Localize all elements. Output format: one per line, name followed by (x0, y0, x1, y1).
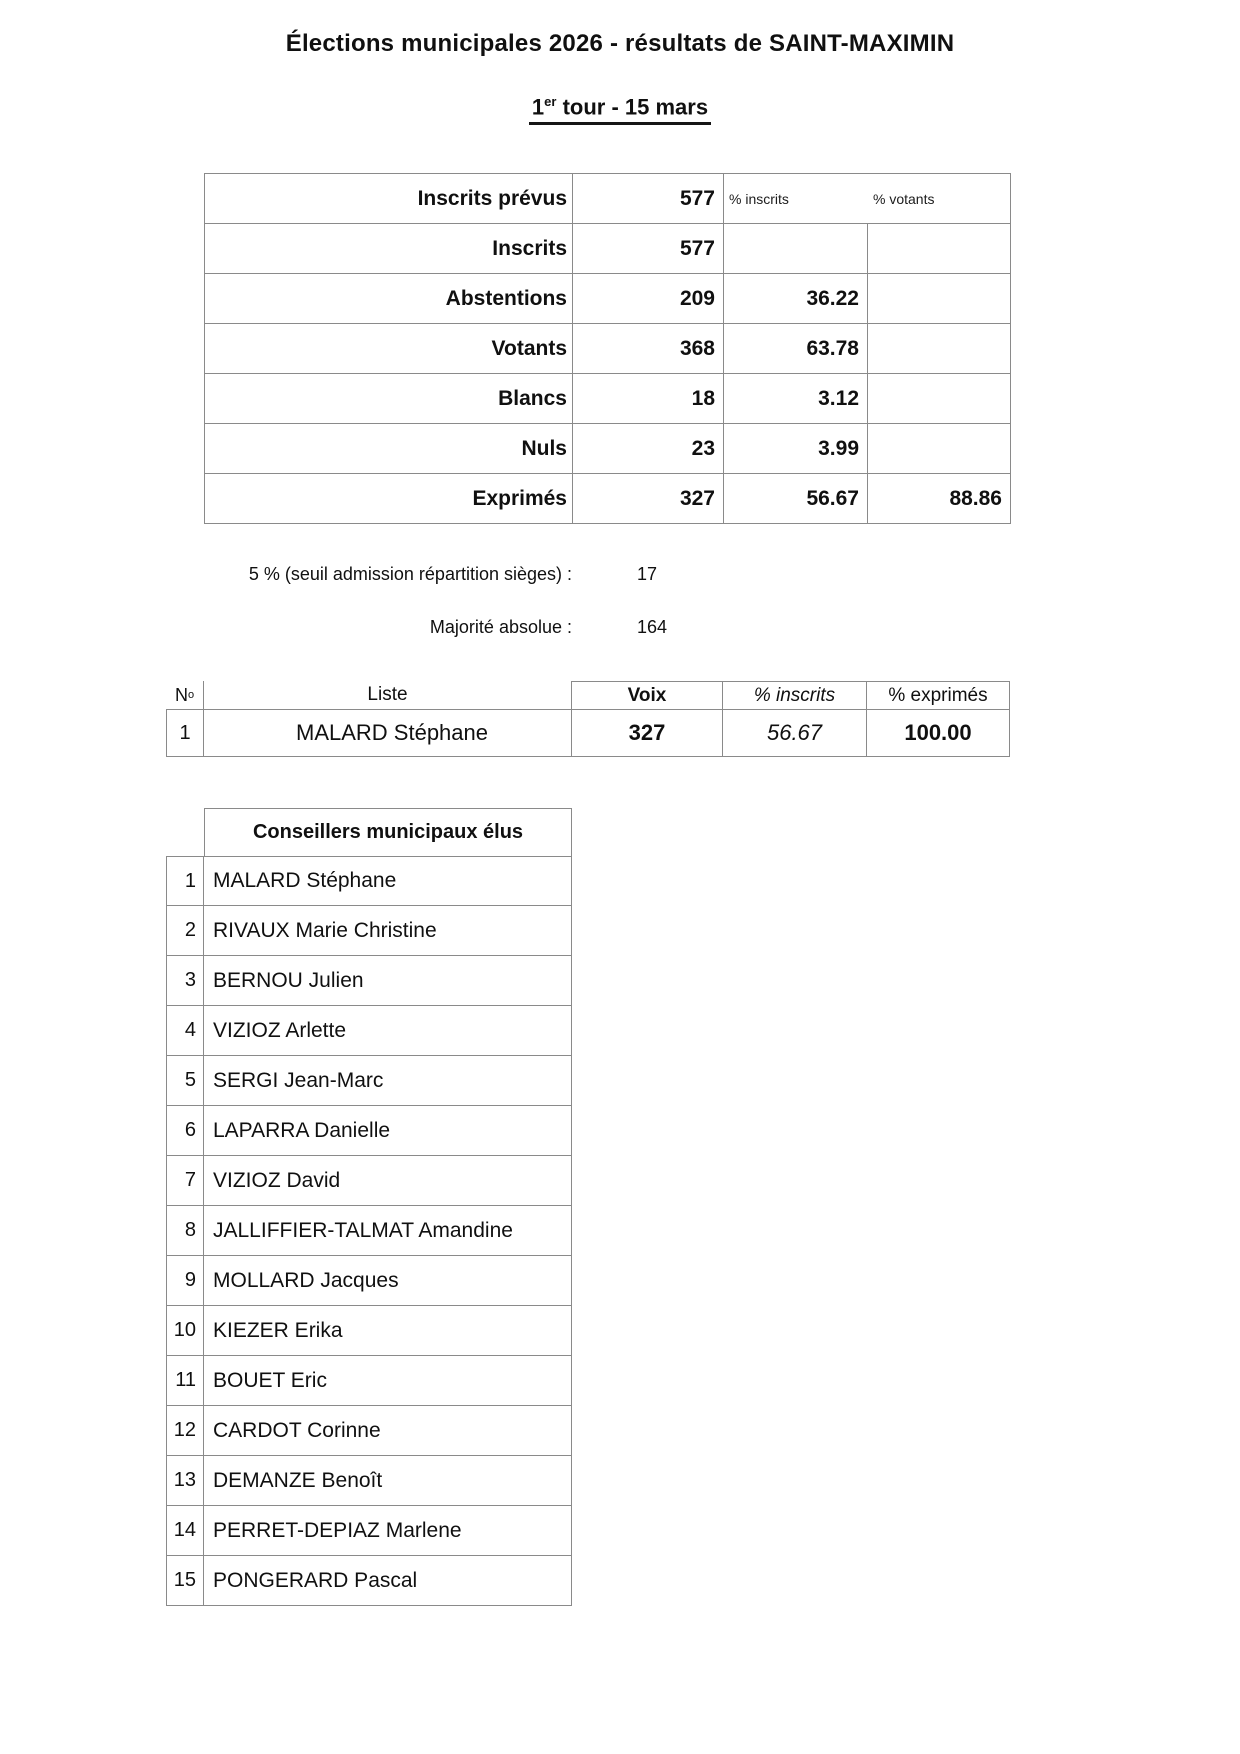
stat-pct-votants-votants (868, 324, 1011, 374)
round-ordinal-suffix: er (544, 94, 557, 109)
liste-row-pct-inscrits: 56.67 (723, 710, 867, 757)
conseiller-num: 7 (166, 1156, 204, 1206)
stat-label-blancs: Blancs (205, 374, 573, 424)
seuil-label: 5 % (seuil admission répartition sièges) : (248, 564, 572, 584)
conseiller-name: SERGI Jean-Marc (204, 1056, 572, 1106)
stat-pct-votants-exprimes: 88.86 (868, 474, 1011, 524)
conseiller-num: 14 (166, 1506, 204, 1556)
stat-pct-votants-abstentions (868, 274, 1011, 324)
liste-row-name: MALARD Stéphane (204, 710, 572, 757)
conseiller-name: JALLIFFIER-TALMAT Amandine (204, 1206, 572, 1256)
conseiller-num: 3 (166, 956, 204, 1006)
conseiller-num: 9 (166, 1256, 204, 1306)
conseiller-num: 12 (166, 1406, 204, 1456)
liste-header-pct-inscrits: % inscrits (723, 681, 867, 710)
stat-pct-votants-nuls (868, 424, 1011, 474)
conseiller-name: LAPARRA Danielle (204, 1106, 572, 1156)
stat-label-votants: Votants (205, 324, 573, 374)
conseiller-num: 15 (166, 1556, 204, 1606)
liste-header-voix: Voix (572, 681, 723, 710)
conseiller-num: 1 (166, 856, 204, 906)
conseiller-name: VIZIOZ David (204, 1156, 572, 1206)
stat-pct-inscrits-empty (724, 224, 868, 274)
liste-row-pct-exprimes: 100.00 (867, 710, 1010, 757)
stat-label-nuls: Nuls (205, 424, 573, 474)
conseillers-table (166, 856, 572, 1606)
conseillers-table-header: Conseillers municipaux élus (204, 808, 572, 856)
liste-header-liste: Liste (204, 681, 572, 710)
participation-summary-table (204, 173, 1011, 524)
round-number: 1 (531, 94, 545, 120)
majorite-value: 164 (637, 617, 668, 637)
column-header-pct-inscrits: % inscrits (724, 174, 868, 224)
stat-pct-inscrits-exprimes: 56.67 (724, 474, 868, 524)
stat-value-votants: 368 (573, 324, 724, 374)
stat-value-inscrits: 577 (573, 224, 724, 274)
conseiller-name: MALARD Stéphane (204, 856, 572, 906)
conseiller-name: DEMANZE Benoît (204, 1456, 572, 1506)
stat-pct-votants-blancs (868, 374, 1011, 424)
conseiller-num: 5 (166, 1056, 204, 1106)
liste-row-voix: 327 (572, 710, 723, 757)
round-subtitle-row (0, 94, 1240, 125)
conseiller-name: PERRET-DEPIAZ Marlene (204, 1506, 572, 1556)
conseiller-num: 2 (166, 906, 204, 956)
conseiller-num: 11 (166, 1356, 204, 1406)
stat-pct-inscrits-votants: 63.78 (724, 324, 868, 374)
stat-pct-votants-empty (868, 224, 1011, 274)
liste-header-num-sup: o (187, 689, 195, 701)
stat-label-exprimes: Exprimés (205, 474, 573, 524)
liste-header-num-letter: N (174, 684, 188, 705)
liste-header-pct-exprimes: % exprimés (867, 681, 1010, 710)
round-subtitle (529, 94, 711, 125)
conseiller-num: 8 (166, 1206, 204, 1256)
majorite-label: Majorité absolue : (429, 617, 572, 637)
stat-value-inscrits-prevus: 577 (573, 174, 724, 224)
stat-pct-inscrits-abstentions: 36.22 (724, 274, 868, 324)
conseiller-name: PONGERARD Pascal (204, 1556, 572, 1606)
liste-results-table (166, 681, 1010, 757)
stat-value-nuls: 23 (573, 424, 724, 474)
liste-header-num (166, 681, 204, 710)
conseiller-num: 4 (166, 1006, 204, 1056)
stat-value-exprimes: 327 (573, 474, 724, 524)
stat-label-inscrits-prevus: Inscrits prévus (205, 174, 573, 224)
round-subtitle-rest: tour - 15 mars (556, 94, 709, 120)
stat-pct-inscrits-blancs: 3.12 (724, 374, 868, 424)
conseiller-name: RIVAUX Marie Christine (204, 906, 572, 956)
conseiller-name: BERNOU Julien (204, 956, 572, 1006)
conseiller-name: VIZIOZ Arlette (204, 1006, 572, 1056)
stat-value-abstentions: 209 (573, 274, 724, 324)
column-header-pct-votants: % votants (868, 174, 1011, 224)
stat-label-inscrits: Inscrits (205, 224, 573, 274)
conseiller-name: KIEZER Erika (204, 1306, 572, 1356)
liste-row-num: 1 (166, 710, 204, 757)
conseiller-num: 10 (166, 1306, 204, 1356)
stat-label-abstentions: Abstentions (205, 274, 573, 324)
conseiller-name: BOUET Eric (204, 1356, 572, 1406)
stat-value-blancs: 18 (573, 374, 724, 424)
page-title: Élections municipales 2026 - résultats de SAINT-MAXIMIN (285, 30, 955, 57)
conseiller-name: MOLLARD Jacques (204, 1256, 572, 1306)
conseiller-name: CARDOT Corinne (204, 1406, 572, 1456)
conseiller-num: 6 (166, 1106, 204, 1156)
seuil-value: 17 (637, 564, 658, 584)
stat-pct-inscrits-nuls: 3.99 (724, 424, 868, 474)
conseiller-num: 13 (166, 1456, 204, 1506)
